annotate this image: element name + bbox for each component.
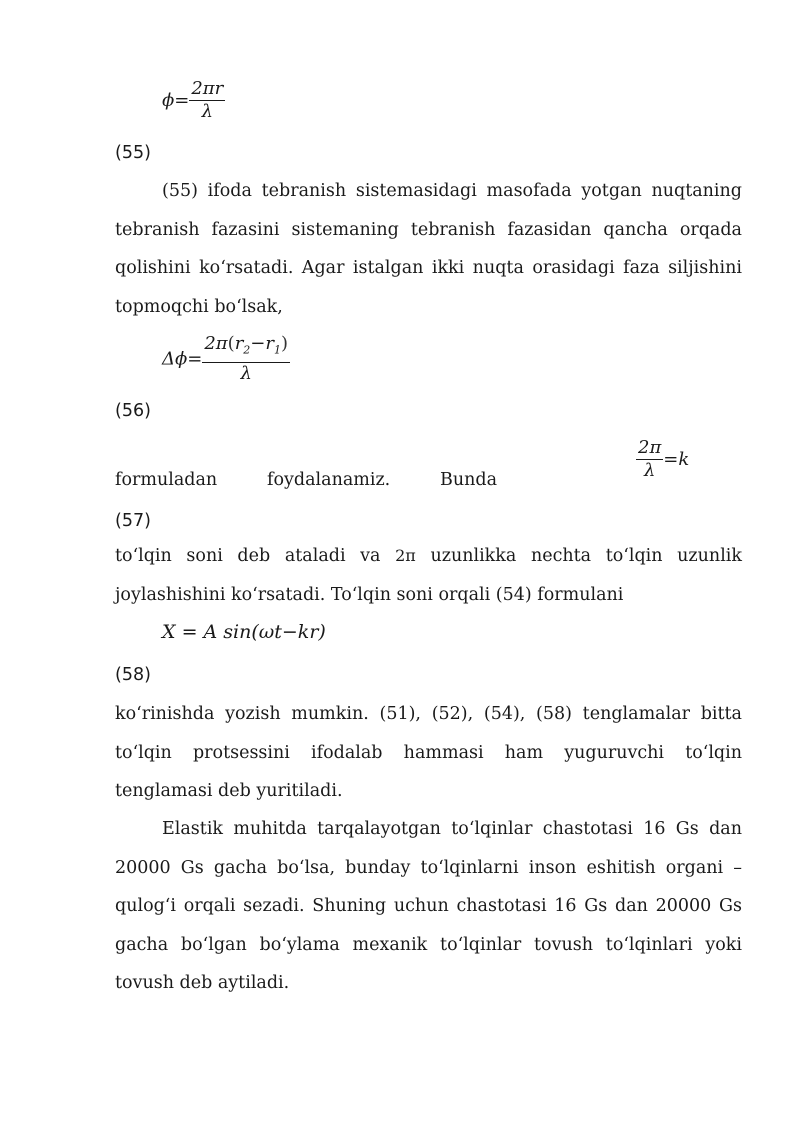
formula-55-fraction bbox=[189, 78, 225, 123]
paragraph-2-word-3: Bunda bbox=[440, 470, 498, 490]
formula-56-r2: r bbox=[234, 333, 244, 354]
formula-57-fraction bbox=[636, 437, 663, 482]
formula-56-minus: − bbox=[250, 333, 266, 354]
equation-number-56: (56) bbox=[115, 401, 151, 421]
formula-56-r2-subscript: 2 bbox=[243, 343, 251, 357]
formula-55-denominator: λ bbox=[201, 101, 214, 122]
paragraph-5-text: Elastik muhitda tarqalayotgan toʻlqinlar chastotasi 16 Gs dan 20000 Gs gacha boʻlsa, bunday toʻlqinlarni inson eshitish organi – qulogʻi orqali sezadi. Shuning uchun chastotasi 16 Gs dan 20000 Gs gacha boʻlgan boʻylama mexanik toʻlqinlar tovush toʻlqinlari yoki tovush deb aytiladi. bbox=[115, 819, 742, 993]
inline-2pi: 2π bbox=[395, 546, 416, 565]
formula-55 bbox=[162, 78, 225, 123]
close-paren: ) bbox=[281, 333, 289, 354]
formula-56-2pi: 2π bbox=[204, 333, 228, 354]
paragraph-4 bbox=[115, 695, 742, 811]
paragraph-4-text: koʻrinishda yozish mumkin. (51), (52), (54), (58) tenglamalar bitta toʻlqin protsessini ifodalab hammasi ham yuguruvchi toʻlqin tenglamasi deb yuritiladi. bbox=[115, 704, 742, 801]
formula-55-lhs: ϕ= bbox=[162, 90, 190, 111]
equation-number-58: (58) bbox=[115, 665, 151, 685]
formula-56-fraction bbox=[202, 333, 290, 385]
paragraph-2-word-2: foydalanamiz. bbox=[267, 470, 391, 490]
formula-56-denominator: λ bbox=[240, 362, 252, 384]
formula-57-numerator: 2π bbox=[638, 437, 662, 458]
formula-55-numerator: 2πr bbox=[191, 78, 224, 99]
formula-57-denominator: λ bbox=[643, 460, 656, 481]
paragraph-1-text: (55) ifoda tebranish sistemasidagi masofada yotgan nuqtaning tebranish fazasini sistemaning tebranish fazasidan qancha orqada qolishini koʻrsatadi. Agar istalgan ikki nuqta orasidagi faza siljishini topmoqchi boʻlsak, bbox=[115, 181, 742, 317]
formula-58: X = A sin(ωt−kr) bbox=[162, 621, 326, 643]
equation-number-55: (55) bbox=[115, 143, 151, 163]
paragraph-2-word-1: formuladan bbox=[115, 470, 218, 490]
formula-56 bbox=[162, 333, 290, 385]
paragraph-3 bbox=[115, 537, 742, 614]
equation-number-57: (57) bbox=[115, 511, 151, 531]
paragraph-3-text-a: toʻlqin soni deb ataladi va bbox=[115, 546, 396, 566]
paragraph-3-text-b: uzunlikka nechta toʻlqin uzunlik joylashishini koʻrsatadi. Toʻlqin soni orqali (54) formulani bbox=[115, 546, 742, 605]
formula-56-r1-subscript: 1 bbox=[274, 343, 281, 357]
formula-57 bbox=[636, 437, 689, 482]
paragraph-1 bbox=[115, 172, 742, 326]
formula-56-numerator bbox=[202, 333, 290, 363]
formula-57-rhs: =k bbox=[663, 449, 690, 470]
paragraph-5 bbox=[115, 810, 742, 1003]
open-paren: ( bbox=[227, 333, 235, 354]
formula-56-lhs: Δϕ= bbox=[162, 348, 203, 370]
formula-56-r1: r bbox=[265, 333, 274, 354]
